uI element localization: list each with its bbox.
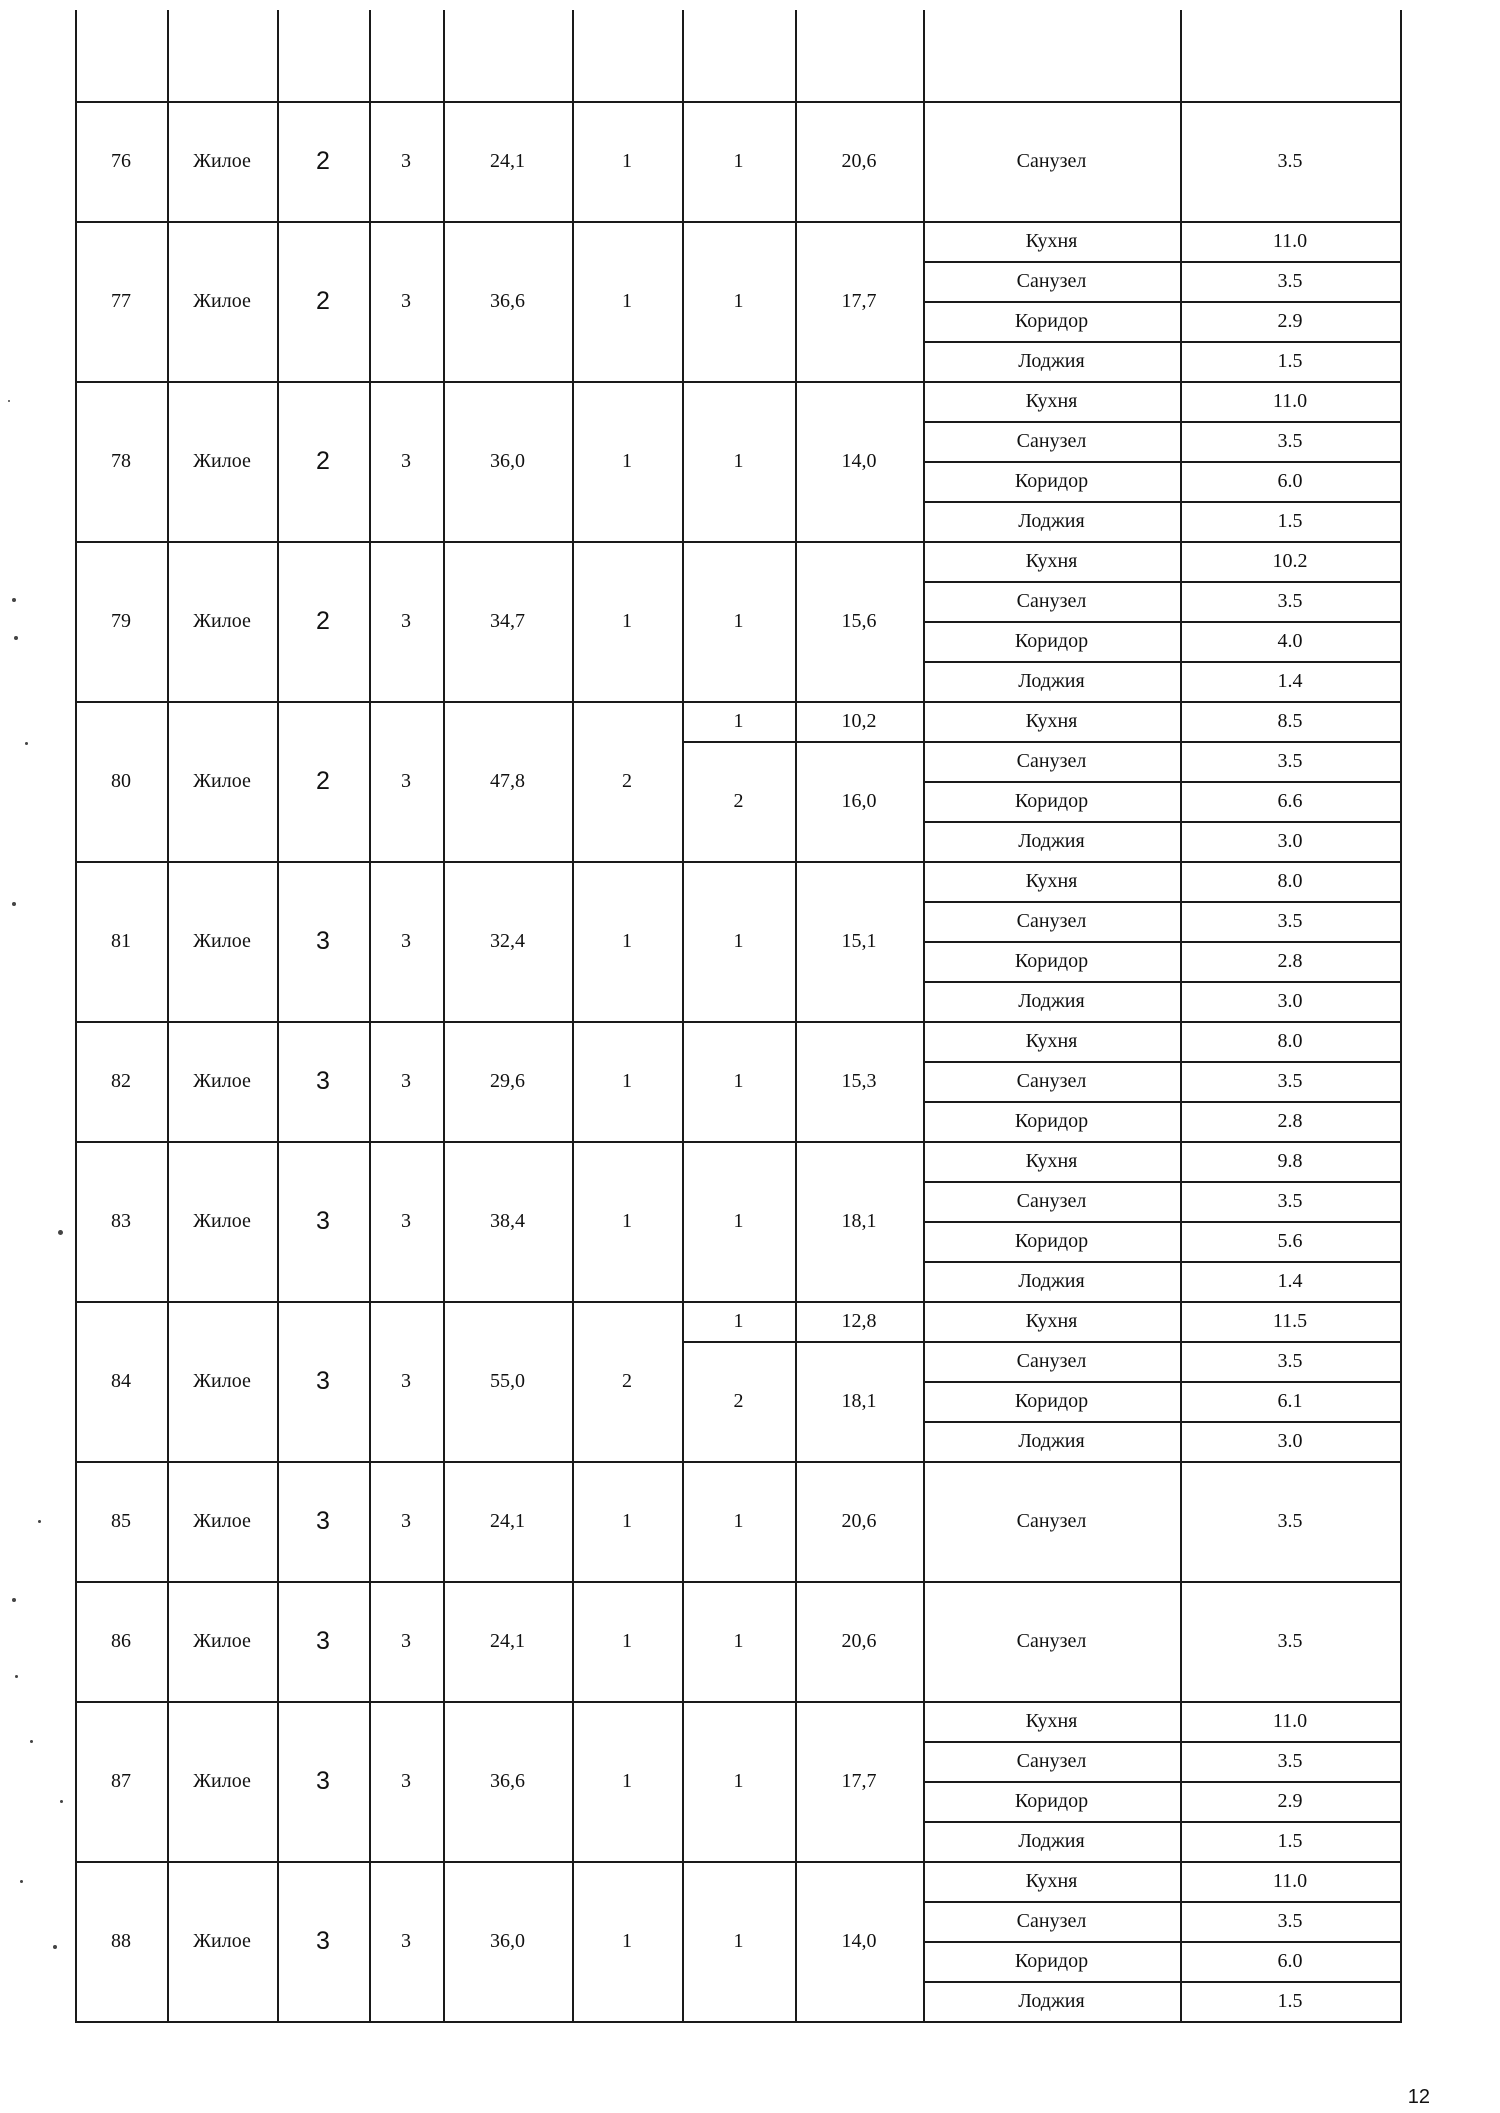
section-value: 3 [401,1770,411,1792]
aux-room-name: Кухня [1025,1310,1078,1332]
section-value: 3 [401,930,411,952]
apartment-number: 81 [111,930,131,952]
aux-room-area: 3.5 [1277,1350,1303,1372]
aux-subdivider [923,1981,1402,1983]
aux-subdivider [923,581,1402,583]
aux-room-name: Коридор [1014,950,1089,972]
scan-speck [14,636,18,640]
room-area: 10,2 [841,710,877,732]
room-count: 1 [622,1630,632,1652]
section-value: 3 [401,1210,411,1232]
room-index: 1 [733,1070,744,1092]
room-count: 1 [622,610,632,632]
apartment-type: Жилое [193,450,251,472]
aux-room-area: 3.5 [1277,590,1303,612]
room-count: 1 [622,1770,632,1792]
aux-room-name: Лоджия [1018,1830,1085,1852]
aux-room-name: Коридор [1014,1390,1089,1412]
apartment-number: 85 [111,1510,131,1532]
room-index: 1 [733,930,744,952]
apartment-number: 78 [111,450,131,472]
aux-room-area: 3.5 [1277,1630,1303,1652]
scan-speck [25,742,28,745]
aux-room-name: Санузел [1016,750,1087,772]
section-value: 3 [401,610,411,632]
room-index: 2 [733,1390,744,1412]
section-value: 3 [401,150,411,172]
aux-room-name: Лоджия [1018,350,1085,372]
aux-room-name: Санузел [1016,150,1087,172]
room-count: 1 [622,930,632,952]
aux-subdivider [923,1901,1402,1903]
apartment-number: 84 [111,1370,131,1392]
room-subdivider [682,1341,923,1343]
apartment-number: 79 [111,610,131,632]
apartment-number: 82 [111,1070,131,1092]
room-area: 14,0 [841,450,877,472]
aux-room-area: 1.5 [1277,1830,1303,1852]
aux-subdivider [923,1101,1402,1103]
room-index: 1 [733,1630,744,1652]
scan-speck [38,1520,41,1523]
aux-subdivider [923,1781,1402,1783]
aux-room-name: Коридор [1014,790,1089,812]
aux-room-area: 3.5 [1277,1510,1303,1532]
floor-number: 3 [316,1766,330,1795]
aux-room-name: Лоджия [1018,990,1085,1012]
aux-subdivider [923,1381,1402,1383]
aux-room-area: 1.5 [1277,510,1303,532]
aux-room-area: 3.5 [1277,910,1303,932]
aux-room-area: 3.5 [1277,1750,1303,1772]
room-area: 18,1 [841,1390,877,1412]
aux-room-name: Лоджия [1018,510,1085,532]
aux-subdivider [923,1821,1402,1823]
aux-room-name: Кухня [1025,1710,1078,1732]
aux-subdivider [923,1261,1402,1263]
floor-number: 3 [316,926,330,955]
total-area: 47,8 [490,770,525,792]
floor-number: 3 [316,1506,330,1535]
floor-number: 2 [316,446,330,475]
apartment-type: Жилое [193,290,251,312]
scan-speck [20,1880,23,1883]
room-area: 15,1 [841,930,877,952]
aux-room-area: 4.0 [1277,630,1303,652]
aux-room-area: 3.5 [1277,430,1303,452]
aux-room-area: 11.0 [1272,390,1308,412]
aux-subdivider [923,901,1402,903]
aux-room-name: Лоджия [1018,1430,1085,1452]
apartment-number: 76 [111,150,131,172]
aux-room-area: 2.9 [1277,1790,1303,1812]
room-count: 1 [622,1930,632,1952]
total-area: 36,6 [490,290,525,312]
apartment-number: 77 [111,290,131,312]
aux-room-area: 3.5 [1277,1190,1303,1212]
aux-room-name: Коридор [1014,1110,1089,1132]
aux-room-area: 2.9 [1277,310,1303,332]
room-area: 18,1 [841,1210,877,1232]
section-value: 3 [401,1630,411,1652]
total-area: 24,1 [490,1510,525,1532]
room-area: 15,3 [841,1070,877,1092]
aux-room-area: 3.5 [1277,1070,1303,1092]
aux-subdivider [923,1941,1402,1943]
room-index: 1 [733,1310,744,1332]
aux-room-area: 9.8 [1277,1150,1303,1172]
room-count: 1 [622,1210,632,1232]
aux-room-area: 1.4 [1277,670,1303,692]
aux-room-name: Санузел [1016,1350,1087,1372]
aux-room-name: Коридор [1014,1790,1089,1812]
aux-room-name: Санузел [1016,1630,1087,1652]
aux-room-area: 11.5 [1272,1310,1308,1332]
room-area: 20,6 [841,150,877,172]
scan-speck [15,1675,18,1678]
aux-subdivider [923,461,1402,463]
aux-subdivider [923,421,1402,423]
aux-subdivider [923,1741,1402,1743]
aux-room-area: 11.0 [1272,230,1308,252]
aux-room-area: 2.8 [1277,950,1303,972]
aux-room-name: Кухня [1025,390,1078,412]
aux-room-name: Санузел [1016,1750,1087,1772]
aux-subdivider [923,621,1402,623]
aux-room-name: Коридор [1014,310,1089,332]
aux-room-area: 3.5 [1277,150,1303,172]
apartment-number: 88 [111,1930,131,1952]
aux-room-area: 5.6 [1277,1230,1303,1252]
aux-subdivider [923,661,1402,663]
total-area: 38,4 [490,1210,525,1232]
aux-room-area: 11.0 [1272,1710,1308,1732]
room-count: 2 [622,1370,632,1392]
aux-subdivider [923,741,1402,743]
room-index: 1 [733,1510,744,1532]
aux-room-name: Кухня [1025,1870,1078,1892]
total-area: 36,0 [490,1930,525,1952]
aux-room-area: 1.4 [1277,1270,1303,1292]
room-area: 15,6 [841,610,877,632]
aux-room-area: 6.0 [1277,1950,1303,1972]
aux-room-name: Коридор [1014,470,1089,492]
room-index: 1 [733,450,744,472]
aux-subdivider [923,301,1402,303]
apartment-number: 83 [111,1210,131,1232]
aux-room-area: 6.0 [1277,470,1303,492]
aux-subdivider [923,501,1402,503]
room-index: 2 [733,790,744,812]
aux-subdivider [923,1061,1402,1063]
scan-speck [8,400,10,402]
scan-speck [12,902,16,906]
floor-number: 2 [316,766,330,795]
room-index: 1 [733,1770,744,1792]
room-index: 1 [733,710,744,732]
total-area: 55,0 [490,1370,525,1392]
total-area: 32,4 [490,930,525,952]
room-index: 1 [733,1930,744,1952]
apartment-number: 87 [111,1770,131,1792]
section-value: 3 [401,1930,411,1952]
floor-number: 3 [316,1206,330,1235]
aux-room-area: 11.0 [1272,1870,1308,1892]
section-value: 3 [401,290,411,312]
aux-room-name: Коридор [1014,1230,1089,1252]
floor-number: 3 [316,1626,330,1655]
floor-number: 2 [316,286,330,315]
total-area: 24,1 [490,1630,525,1652]
section-value: 3 [401,1370,411,1392]
aux-subdivider [923,1341,1402,1343]
aux-room-name: Лоджия [1018,670,1085,692]
aux-room-area: 3.5 [1277,750,1303,772]
aux-room-area: 6.6 [1277,790,1303,812]
apartment-type: Жилое [193,610,251,632]
apartment-type: Жилое [193,150,251,172]
room-count: 1 [622,1070,632,1092]
aux-room-name: Лоджия [1018,830,1085,852]
apartment-type: Жилое [193,770,251,792]
room-subdivider [682,741,923,743]
aux-subdivider [923,1421,1402,1423]
room-area: 12,8 [841,1310,877,1332]
apartment-type: Жилое [193,1210,251,1232]
room-index: 1 [733,1210,744,1232]
scan-speck [60,1800,63,1803]
aux-room-area: 6.1 [1277,1390,1303,1412]
floor-number: 3 [316,1066,330,1095]
aux-room-name: Кухня [1025,230,1078,252]
page-number: 12 [1407,2085,1430,2108]
room-area: 14,0 [841,1930,877,1952]
aux-subdivider [923,941,1402,943]
aux-room-area: 8.0 [1277,1030,1303,1052]
aux-room-name: Санузел [1016,270,1087,292]
room-count: 2 [622,770,632,792]
aux-room-name: Кухня [1025,870,1078,892]
section-value: 3 [401,1070,411,1092]
floor-number: 2 [316,606,330,635]
room-index: 1 [733,150,744,172]
aux-room-area: 3.0 [1277,1430,1303,1452]
room-area: 20,6 [841,1630,877,1652]
apartment-type: Жилое [193,1770,251,1792]
apartment-type: Жилое [193,1930,251,1952]
total-area: 36,6 [490,1770,525,1792]
total-area: 34,7 [490,610,525,632]
aux-room-area: 2.8 [1277,1110,1303,1132]
apartment-type: Жилое [193,1510,251,1532]
aux-room-name: Санузел [1016,910,1087,932]
room-count: 1 [622,450,632,472]
aux-room-area: 1.5 [1277,1990,1303,2012]
aux-room-area: 10.2 [1272,550,1308,572]
aux-room-name: Санузел [1016,1510,1087,1532]
aux-room-name: Лоджия [1018,1990,1085,2012]
aux-subdivider [923,261,1402,263]
aux-room-name: Санузел [1016,1070,1087,1092]
room-area: 20,6 [841,1510,877,1532]
aux-room-area: 3.0 [1277,830,1303,852]
scan-speck [12,598,16,602]
aux-room-name: Кухня [1025,1150,1078,1172]
room-index: 1 [733,290,744,312]
total-area: 24,1 [490,150,525,172]
aux-subdivider [923,1221,1402,1223]
room-count: 1 [622,290,632,312]
floor-number: 3 [316,1366,330,1395]
aux-room-name: Коридор [1014,630,1089,652]
floor-number: 3 [316,1926,330,1955]
apartment-number: 86 [111,1630,131,1652]
aux-subdivider [923,341,1402,343]
aux-room-area: 3.5 [1277,270,1303,292]
section-value: 3 [401,450,411,472]
aux-subdivider [923,1181,1402,1183]
aux-room-name: Кухня [1025,1030,1078,1052]
apartment-number: 80 [111,770,131,792]
room-area: 17,7 [841,1770,877,1792]
aux-room-name: Коридор [1014,1950,1089,1972]
aux-subdivider [923,821,1402,823]
table-border-right [1400,10,1402,2023]
apartment-type: Жилое [193,1070,251,1092]
scan-speck [58,1230,63,1235]
aux-room-area: 3.5 [1277,1910,1303,1932]
aux-room-name: Кухня [1025,550,1078,572]
aux-room-area: 8.5 [1277,710,1303,732]
scan-speck [53,1945,57,1949]
aux-subdivider [923,781,1402,783]
apartment-type: Жилое [193,1630,251,1652]
aux-room-area: 8.0 [1277,870,1303,892]
aux-room-area: 3.0 [1277,990,1303,1012]
aux-room-name: Санузел [1016,1910,1087,1932]
apartment-type: Жилое [193,1370,251,1392]
room-count: 1 [622,150,632,172]
aux-room-name: Кухня [1025,710,1078,732]
floor-number: 2 [316,146,330,175]
apartment-type: Жилое [193,930,251,952]
aux-room-name: Санузел [1016,1190,1087,1212]
room-area: 16,0 [841,790,877,812]
room-index: 1 [733,610,744,632]
aux-room-area: 1.5 [1277,350,1303,372]
scan-speck [30,1740,33,1743]
aux-room-name: Лоджия [1018,1270,1085,1292]
row-divider [75,2021,1402,2023]
room-area: 17,7 [841,290,877,312]
section-value: 3 [401,1510,411,1532]
total-area: 36,0 [490,450,525,472]
section-value: 3 [401,770,411,792]
room-count: 1 [622,1510,632,1532]
aux-room-name: Санузел [1016,430,1087,452]
total-area: 29,6 [490,1070,525,1092]
aux-subdivider [923,981,1402,983]
scan-speck [12,1598,16,1602]
aux-room-name: Санузел [1016,590,1087,612]
